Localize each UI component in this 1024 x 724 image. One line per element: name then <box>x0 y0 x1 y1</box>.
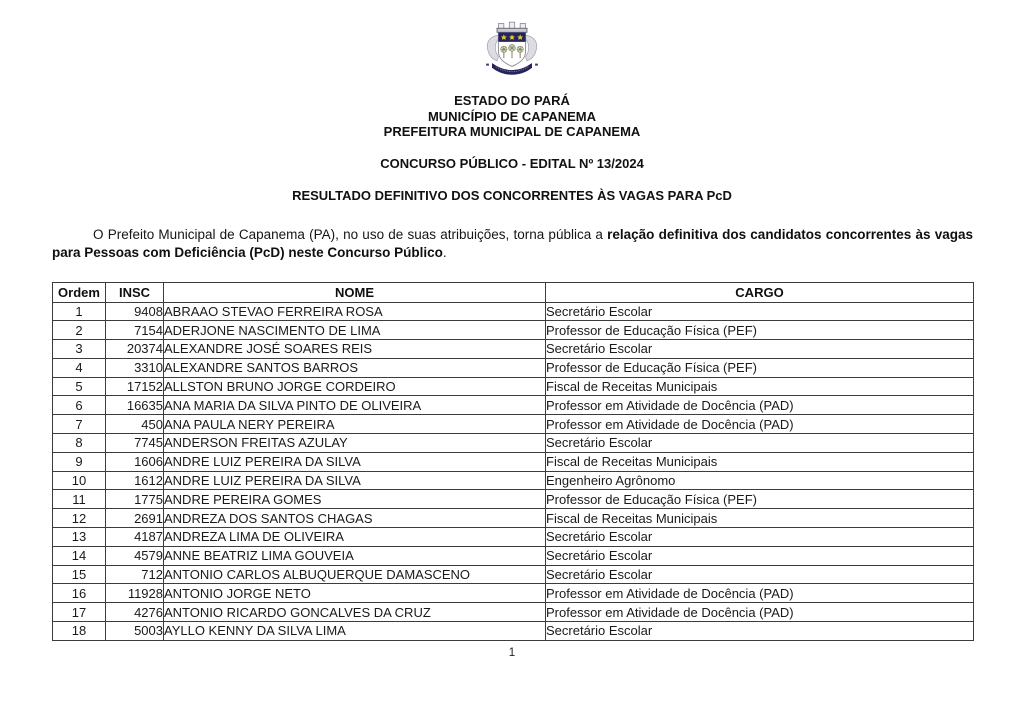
cell-cargo: Secretário Escolar <box>546 565 974 584</box>
table-row <box>53 321 974 340</box>
cell-ordem: 10 <box>53 471 106 490</box>
table-row <box>53 565 974 584</box>
cell-cargo: Professor de Educação Física (PEF) <box>546 490 974 509</box>
logo-container <box>0 0 1024 88</box>
result-title: RESULTADO DEFINITIVO DOS CONCORRENTES ÀS VAGAS PARA PcD <box>292 187 732 203</box>
intro-text-bold: relação definitiva dos candidatos concorrentes às vagas para Pessoas com Deficiência (PcD) neste Concurso Público <box>52 226 973 260</box>
cell-insc: 7154 <box>106 321 164 340</box>
cell-ordem: 3 <box>53 340 106 359</box>
org-header <box>0 93 1024 140</box>
cell-nome: ANTONIO CARLOS ALBUQUERQUE DAMASCENO <box>164 565 546 584</box>
capanema-coat-of-arms-icon <box>478 17 546 83</box>
cell-cargo: Professor em Atividade de Docência (PAD) <box>546 396 974 415</box>
cell-nome: ANDERSON FREITAS AZULAY <box>164 434 546 453</box>
cell-cargo: Professor de Educação Física (PEF) <box>546 321 974 340</box>
cell-insc: 9408 <box>106 302 164 321</box>
cell-ordem: 1 <box>53 302 106 321</box>
table-row <box>53 434 974 453</box>
cell-ordem: 18 <box>53 622 106 641</box>
cell-nome: ABRAAO STEVAO FERREIRA ROSA <box>164 302 546 321</box>
table-row <box>53 509 974 528</box>
cell-insc: 4187 <box>106 528 164 547</box>
table-row <box>53 490 974 509</box>
table-row <box>53 302 974 321</box>
column-header-nome: NOME <box>164 282 546 302</box>
cell-insc: 17152 <box>106 377 164 396</box>
edital-title: CONCURSO PÚBLICO - EDITAL Nº 13/2024 <box>380 155 644 171</box>
table-row <box>53 340 974 359</box>
cell-cargo: Fiscal de Receitas Municipais <box>546 377 974 396</box>
table-header-row <box>53 282 974 302</box>
cell-nome: ANDRE PEREIRA GOMES <box>164 490 546 509</box>
cell-nome: ANDREZA DOS SANTOS CHAGAS <box>164 509 546 528</box>
cell-cargo: Secretário Escolar <box>546 622 974 641</box>
cell-nome: ANTONIO RICARDO GONCALVES DA CRUZ <box>164 603 546 622</box>
cell-ordem: 12 <box>53 509 106 528</box>
cell-insc: 5003 <box>106 622 164 641</box>
cell-nome: AYLLO KENNY DA SILVA LIMA <box>164 622 546 641</box>
cell-insc: 1775 <box>106 490 164 509</box>
cell-ordem: 16 <box>53 584 106 603</box>
cell-insc: 20374 <box>106 340 164 359</box>
cell-nome: ANNE BEATRIZ LIMA GOUVEIA <box>164 546 546 565</box>
cell-ordem: 14 <box>53 546 106 565</box>
cell-insc: 2691 <box>106 509 164 528</box>
cell-ordem: 17 <box>53 603 106 622</box>
cell-ordem: 9 <box>53 452 106 471</box>
cell-cargo: Fiscal de Receitas Municipais <box>546 452 974 471</box>
cell-ordem: 8 <box>53 434 106 453</box>
cell-ordem: 7 <box>53 415 106 434</box>
table-row <box>53 603 974 622</box>
table-row <box>53 452 974 471</box>
cell-ordem: 13 <box>53 528 106 547</box>
cell-nome: ADERJONE NASCIMENTO DE LIMA <box>164 321 546 340</box>
column-header-cargo: CARGO <box>546 282 974 302</box>
column-header-ordem: Ordem <box>53 282 106 302</box>
table-row <box>53 471 974 490</box>
cell-insc: 3310 <box>106 358 164 377</box>
table-row <box>53 584 974 603</box>
cell-insc: 4276 <box>106 603 164 622</box>
table-row <box>53 528 974 547</box>
results-table-head <box>53 282 974 302</box>
cell-nome: ANA PAULA NERY PEREIRA <box>164 415 546 434</box>
cell-nome: ANDRE LUIZ PEREIRA DA SILVA <box>164 471 546 490</box>
cell-nome: ANTONIO JORGE NETO <box>164 584 546 603</box>
table-row <box>53 377 974 396</box>
cell-nome: ALEXANDRE SANTOS BARROS <box>164 358 546 377</box>
cell-cargo: Professor em Atividade de Docência (PAD) <box>546 603 974 622</box>
cell-cargo: Professor em Atividade de Docência (PAD) <box>546 415 974 434</box>
cell-cargo: Secretário Escolar <box>546 434 974 453</box>
results-table <box>52 282 974 641</box>
intro-text-end: . <box>442 244 447 260</box>
cell-cargo: Secretário Escolar <box>546 546 974 565</box>
cell-nome: ALLSTON BRUNO JORGE CORDEIRO <box>164 377 546 396</box>
table-row <box>53 622 974 641</box>
org-line-municipality: MUNICÍPIO DE CAPANEMA <box>427 108 597 124</box>
table-row <box>53 358 974 377</box>
page-number: 1 <box>508 647 516 659</box>
intro-paragraph <box>52 226 973 262</box>
cell-nome: ALEXANDRE JOSÉ SOARES REIS <box>164 340 546 359</box>
cell-cargo: Fiscal de Receitas Municipais <box>546 509 974 528</box>
intro-text-start: O Prefeito Municipal de Capanema (PA), no uso de suas atribuições, torna pública a <box>93 226 608 242</box>
org-line-prefecture: PREFEITURA MUNICIPAL DE CAPANEMA <box>383 124 641 139</box>
table-row <box>53 396 974 415</box>
table-row <box>53 415 974 434</box>
table-row <box>53 546 974 565</box>
cell-insc: 7745 <box>106 434 164 453</box>
cell-insc: 1612 <box>106 471 164 490</box>
cell-ordem: 15 <box>53 565 106 584</box>
cell-ordem: 6 <box>53 396 106 415</box>
cell-insc: 11928 <box>106 584 164 603</box>
column-header-insc: INSC <box>106 282 164 302</box>
cell-insc: 712 <box>106 565 164 584</box>
org-line-state: ESTADO DO PARÁ <box>454 93 570 108</box>
cell-insc: 16635 <box>106 396 164 415</box>
cell-ordem: 11 <box>53 490 106 509</box>
cell-cargo: Professor de Educação Física (PEF) <box>546 358 974 377</box>
cell-cargo: Professor em Atividade de Docência (PAD) <box>546 584 974 603</box>
cell-nome: ANDRE LUIZ PEREIRA DA SILVA <box>164 452 546 471</box>
cell-ordem: 4 <box>53 358 106 377</box>
cell-ordem: 2 <box>53 321 106 340</box>
cell-cargo: Secretário Escolar <box>546 528 974 547</box>
cell-nome: ANA MARIA DA SILVA PINTO DE OLIVEIRA <box>164 396 546 415</box>
cell-nome: ANDREZA LIMA DE OLIVEIRA <box>164 528 546 547</box>
cell-insc: 1606 <box>106 452 164 471</box>
cell-ordem: 5 <box>53 377 106 396</box>
cell-cargo: Secretário Escolar <box>546 340 974 359</box>
cell-insc: 450 <box>106 415 164 434</box>
cell-insc: 4579 <box>106 546 164 565</box>
results-table-body <box>53 302 974 640</box>
cell-cargo: Engenheiro Agrônomo <box>546 471 974 490</box>
cell-cargo: Secretário Escolar <box>546 302 974 321</box>
